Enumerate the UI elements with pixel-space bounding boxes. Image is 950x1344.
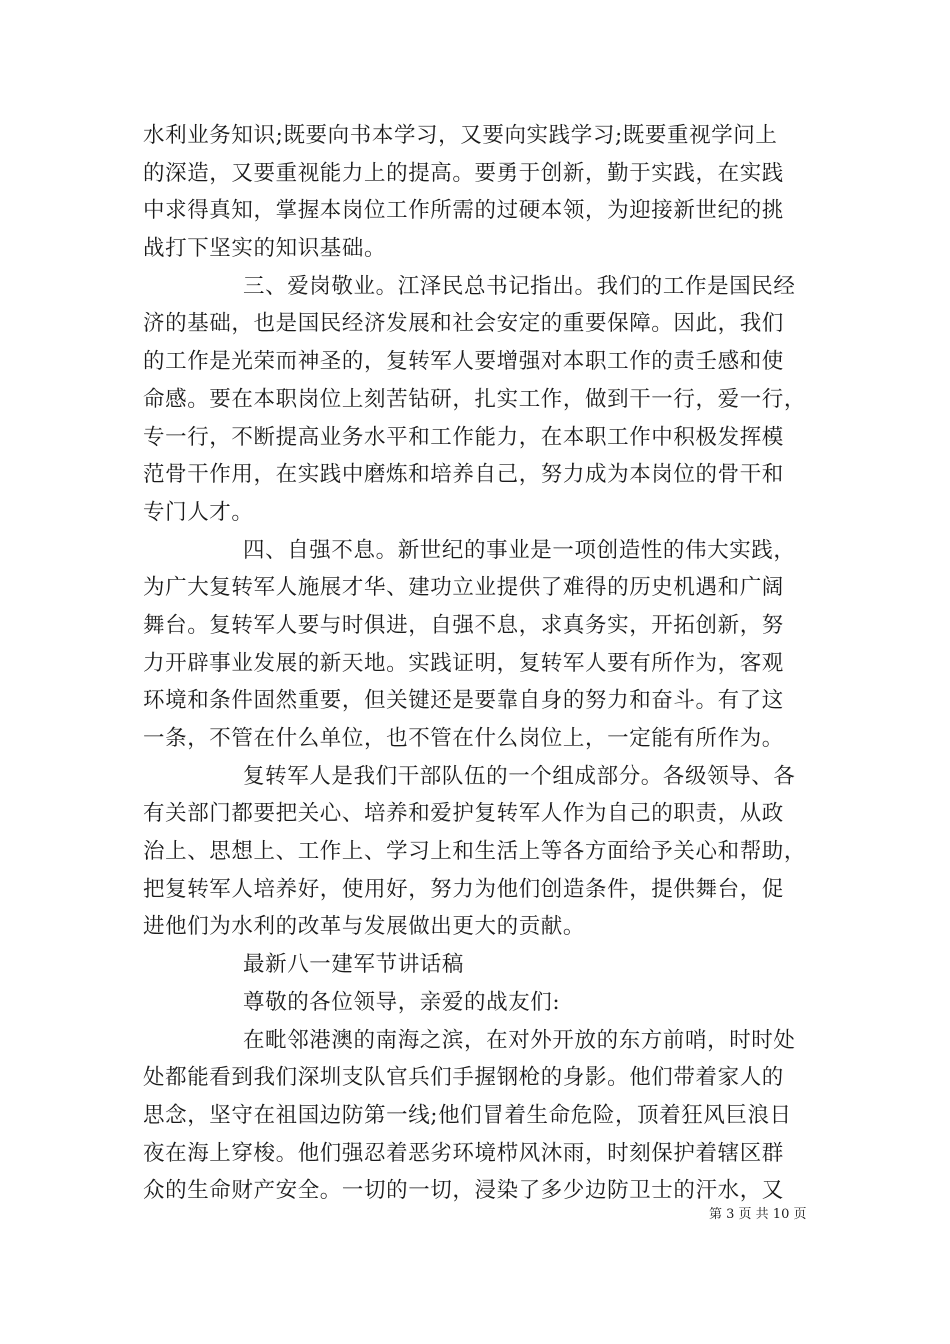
text-line: 专一行，不断提高业务水平和工作能力，在本职工作中积极发挥模 (143, 424, 784, 450)
text-line: 的工作是光荣而神圣的，复转军人要增强对本职工作的责壬感和使 (143, 349, 784, 375)
text-line: 济的基础，也是国民经济发展和社会安定的重要保障。因此，我们 (143, 311, 784, 337)
text-line: 有关部门都要把关心、培养和爱护复转军人作为自己的职责，从政 (143, 801, 784, 827)
section-title: 最新八一建军节讲话稿 (243, 952, 465, 978)
text-line: 舞台。复转军人要与时俱进，自强不息，求真务实，开拓创新，努 (143, 612, 784, 638)
text-line: 为广大复转军人施展才华、建功立业提供了难得的历史机遇和广阔 (143, 575, 784, 601)
text-line: 进他们为水利的改革与发展做出更大的贡献。 (143, 914, 586, 940)
text-line: 处都能看到我们深圳支队官兵们手握钢枪的身影。他们带着家人的 (143, 1065, 784, 1091)
paragraph-start-line: 三、爱岗敬业。江泽民总书记指出。我们的工作是国民经 (243, 273, 796, 299)
text-line: 把复转军人培养好，使用好，努力为他们创造条件，提供舞台，促 (143, 876, 784, 902)
text-line: 环境和条件固然重要，但关键还是要靠自身的努力和奋斗。有了这 (143, 688, 784, 714)
text-line: 范骨干作用，在实践中磨炼和培养自己，努力成为本岗位的骨干和 (143, 462, 784, 488)
document-body (143, 117, 813, 1210)
text-line: 专门人才。 (143, 499, 254, 525)
text-line: 的深造，又要重视能力上的提高。要勇于创新，勤于实践，在实践 (143, 160, 784, 186)
paragraph-start-line: 复转军人是我们干部队伍的一个组成部分。各级领导、各 (243, 763, 796, 789)
text-line: 众的生命财产安全。一切的一切，浸染了多少边防卫士的汗水，又 (143, 1178, 784, 1204)
text-line: 力开辟事业发展的新天地。实践证明，复转军人要有所作为，客观 (143, 650, 784, 676)
text-line: 夜在海上穿梭。他们强忍着恶劣环境栉风沐雨，时刻保护着辖区群 (143, 1140, 784, 1166)
text-line: 一条，不管在什么单位，也不管在什么岗位上，一定能有所作为。 (143, 726, 784, 751)
salutation: 尊敬的各位领导，亲爱的战友们: (243, 989, 561, 1015)
text-line: 中求得真知，掌握本岗位工作所需的过硬本领，为迎接新世纪的挑 (143, 198, 784, 224)
page-number-footer: 第 3 页 共 10 页 (709, 1207, 807, 1222)
text-line: 思念，坚守在祖国边防第一线;他们冒着生命危险，顶着狂风巨浪日 (143, 1102, 792, 1128)
text-line: 战打下坚实的知识基础。 (143, 236, 387, 262)
text-line: 命感。要在本职岗位上刻苦钻研，扎实工作，做到干一行，爱一行， (143, 386, 807, 412)
paragraph-start-line: 四、自强不息。新世纪的事业是一项创造性的伟大实践， (243, 537, 796, 563)
text-line: 水利业务知识;既要向书本学习，又要向实践学习;既要重视学问上 (143, 123, 778, 148)
text-line: 治上、思想上、工作上、学习上和生活上等各方面给予关心和帮助， (143, 839, 807, 865)
paragraph-start-line: 在毗邻港澳的南海之滨，在对外开放的东方前哨，时时处 (243, 1027, 796, 1053)
